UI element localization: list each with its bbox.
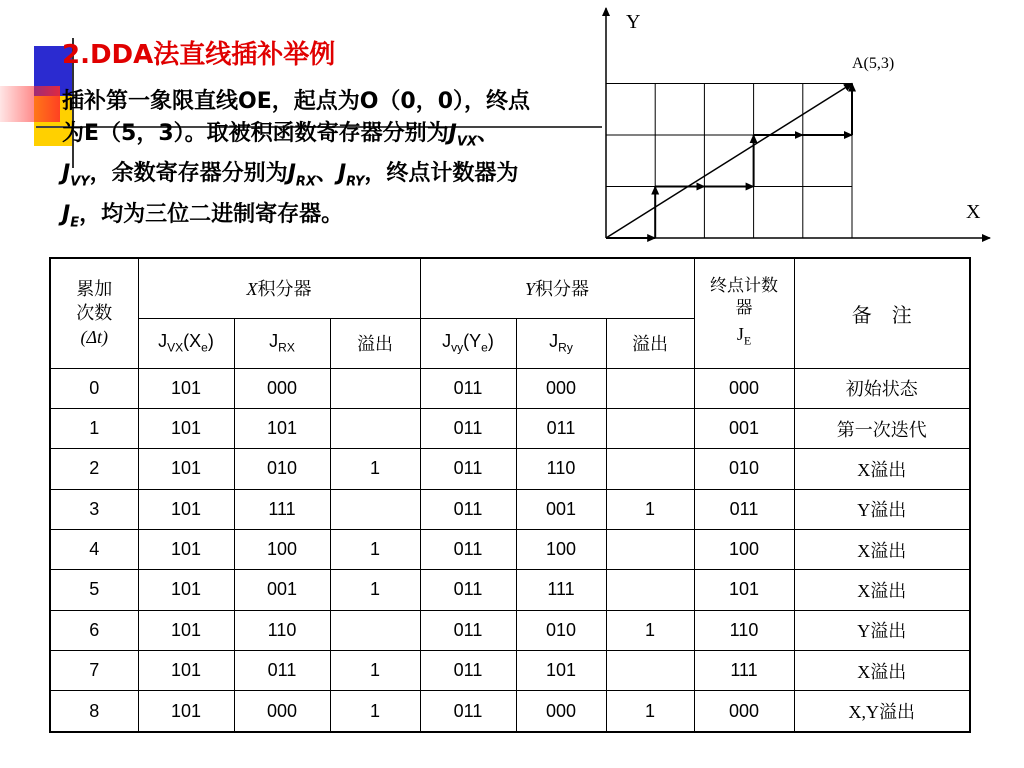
cell-overflow-x: 1 [330,449,420,489]
slide-title: 2.DDA法直线插补举例 [62,40,336,70]
cell-je: 000 [694,368,794,408]
cell-t: 1 [50,408,138,448]
header-x-integrator [138,258,420,318]
cell-overflow-y [606,368,694,408]
header-count [50,258,138,368]
header-jvx-paren: (X [183,331,202,352]
cell-note: X溢出 [794,529,970,569]
cell-je: 101 [694,570,794,610]
cell-jvy: 011 [420,489,516,529]
cell-note: 初始状态 [794,368,970,408]
table-row [50,368,970,408]
header-count-line2: 次数 [76,303,113,324]
cell-overflow-x [330,489,420,529]
header-x-var: X [246,279,258,300]
var-jvx: J [448,121,457,146]
cell-jvx: 101 [138,570,234,610]
table-row [50,408,970,448]
cell-jvy: 011 [420,368,516,408]
header-jrx-main: J [269,331,279,352]
cell-jry: 010 [516,610,606,650]
header-count-line1: 累加 [76,279,113,300]
table-row [50,529,970,569]
cell-t: 5 [50,570,138,610]
header-jvy-sub: vy [451,340,464,355]
table-row [50,570,970,610]
slide-description [62,86,532,239]
header-jvx [138,318,234,368]
table-row [50,449,970,489]
cell-jrx: 000 [234,691,330,732]
cell-jvx: 101 [138,691,234,732]
var-jvx-sub: VX [456,134,477,150]
header-jvx-close: ) [207,331,214,352]
header-je [695,323,794,352]
var-jrx-sub: RX [295,174,316,190]
cell-note: Y溢出 [794,489,970,529]
header-jry-main: J [549,331,559,352]
cell-note: Y溢出 [794,610,970,650]
var-jry-sub: RY [346,174,365,190]
cell-note: X溢出 [794,651,970,691]
header-jvy-close: ) [487,331,494,352]
cell-je: 111 [694,651,794,691]
table-row [50,651,970,691]
cell-overflow-y: 1 [606,610,694,650]
cell-note: 第一次迭代 [794,408,970,448]
cell-overflow-y [606,408,694,448]
dda-table [49,257,971,733]
var-jrx: J [287,161,296,187]
var-jry: J [337,161,347,187]
table-row [50,691,970,732]
cell-overflow-y [606,570,694,610]
var-je: J [62,201,71,227]
cell-jry: 111 [516,570,606,610]
cell-jvy: 011 [420,408,516,448]
var-je-sub: E [70,215,80,231]
header-jvx-main: J [158,331,168,352]
target-line-oa [606,84,852,239]
cell-jry: 000 [516,368,606,408]
cell-overflow-x [330,368,420,408]
cell-overflow-x: 1 [330,691,420,732]
cell-t: 2 [50,449,138,489]
header-jry-sub: Ry [558,340,573,355]
cell-overflow-x: 1 [330,529,420,569]
cell-jry: 011 [516,408,606,448]
cell-jry: 101 [516,651,606,691]
header-jrx [234,318,330,368]
point-a-label: A(5,3) [852,55,895,72]
cell-jrx: 000 [234,368,330,408]
header-x-text: 积分器 [257,279,312,300]
var-jvy: J [62,161,71,187]
cell-jvx: 101 [138,449,234,489]
header-overflow-x: 溢出 [330,318,420,368]
y-axis-label: Y [626,11,641,33]
cell-je: 011 [694,489,794,529]
cell-overflow-x: 1 [330,570,420,610]
table-row [50,489,970,529]
header-end-counter-text: 终点计数器 [710,275,778,317]
cell-jvx: 101 [138,651,234,691]
header-count-symbol: (Δt) [80,327,109,348]
deco-red-glow [0,86,60,122]
cell-jvy: 011 [420,529,516,569]
cell-je: 110 [694,610,794,650]
desc-sep1: 、 [476,121,499,146]
cell-jvx: 101 [138,610,234,650]
header-je-sub: E [743,333,752,348]
x-axis-label: X [966,201,981,223]
cell-jrx: 010 [234,449,330,489]
cell-jrx: 101 [234,408,330,448]
cell-overflow-y: 1 [606,691,694,732]
header-jvy [420,318,516,368]
desc-intro: 插补第一象限直线OE，起点为O（0，0），终点为E（5，3）。取被积函数寄存器分别为 [62,89,531,146]
cell-jvy: 011 [420,691,516,732]
header-y-text: 积分器 [535,279,589,300]
cell-t: 3 [50,489,138,529]
cell-jry: 110 [516,449,606,489]
cell-overflow-x [330,408,420,448]
cell-t: 8 [50,691,138,732]
cell-je: 000 [694,691,794,732]
header-jvx-sub: VX [167,340,184,355]
header-jvx-paren-sub: e [201,340,208,355]
header-jrx-sub: RX [278,340,295,355]
cell-jry: 000 [516,691,606,732]
desc-mid1: ，余数寄存器分别为 [89,161,288,187]
header-remarks: 备 注 [794,258,970,368]
cell-overflow-y [606,529,694,569]
cell-jry: 001 [516,489,606,529]
cell-jvx: 101 [138,489,234,529]
header-y-integrator [420,258,694,318]
cell-jvx: 101 [138,368,234,408]
desc-end: ，均为三位二进制寄存器。 [79,201,344,227]
cell-jrx: 111 [234,489,330,529]
cell-jrx: 001 [234,570,330,610]
header-jvy-paren-sub: e [481,340,488,355]
cell-jrx: 110 [234,610,330,650]
cell-jvy: 011 [420,651,516,691]
cell-jvx: 101 [138,529,234,569]
cell-jvy: 011 [420,449,516,489]
cell-je: 100 [694,529,794,569]
cell-je: 010 [694,449,794,489]
cell-t: 7 [50,651,138,691]
cell-t: 4 [50,529,138,569]
cell-jrx: 011 [234,651,330,691]
cell-jrx: 100 [234,529,330,569]
cell-jry: 100 [516,529,606,569]
cell-overflow-y [606,449,694,489]
interpolation-diagram [590,0,1000,250]
cell-je: 001 [694,408,794,448]
var-jvy-sub: VY [70,174,90,190]
desc-mid2: ，终点计数器为 [364,161,519,187]
cell-note: X溢出 [794,449,970,489]
cell-jvy: 011 [420,570,516,610]
cell-t: 6 [50,610,138,650]
desc-sep2: 、 [315,161,338,187]
header-end-counter [694,258,794,368]
cell-t: 0 [50,368,138,408]
header-jry [516,318,606,368]
header-overflow-y: 溢出 [606,318,694,368]
cell-overflow-y [606,651,694,691]
cell-note: X溢出 [794,570,970,610]
header-je-main: J [736,323,744,344]
table-row [50,610,970,650]
cell-overflow-x [330,610,420,650]
header-jvy-main: J [442,331,452,352]
cell-jvx: 101 [138,408,234,448]
cell-note: X,Y溢出 [794,691,970,732]
cell-jvy: 011 [420,610,516,650]
header-jvy-paren: (Y [463,331,482,352]
cell-overflow-x: 1 [330,651,420,691]
cell-overflow-y: 1 [606,489,694,529]
header-y-var: Y [524,279,535,300]
